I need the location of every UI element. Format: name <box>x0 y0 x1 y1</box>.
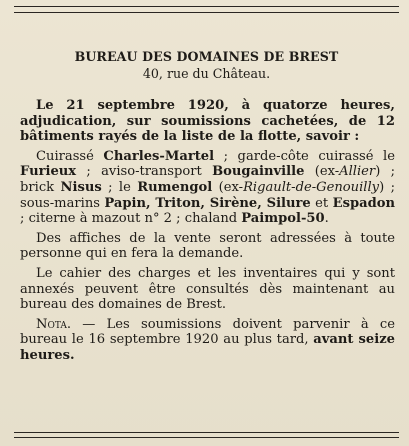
list-text: ; aviso-transport <box>76 164 213 180</box>
paragraph-ship-list <box>20 149 395 227</box>
nota-text: — Les soumissions doivent parvenir à ce bureau le 16 septembre 1920 au plus tard, <box>20 316 395 348</box>
notice-address: 40, rue du Château. <box>142 66 271 81</box>
ship-name: Rumengol <box>137 179 213 195</box>
list-text: ; garde-côte cuirassé le <box>214 148 395 164</box>
nota-label: Nota. <box>36 316 72 332</box>
list-text: et <box>310 195 333 211</box>
top-double-rule <box>14 6 399 13</box>
ship-name: Papin, Triton, Sirène, Silure <box>104 195 311 211</box>
former-name: Allier <box>339 164 376 180</box>
nota-deadline: avant seize heures. <box>20 332 395 363</box>
paragraph-posters: Des affiches de la vente seront adressées à toute personne qui en fera la demande. <box>20 230 395 262</box>
list-text: ; le <box>101 179 138 195</box>
list-text: ) ; brick <box>20 164 395 195</box>
paragraph-nota <box>20 317 395 364</box>
bottom-double-rule <box>14 432 399 438</box>
notice-heading: BUREAU DES DOMAINES DE BREST <box>74 49 339 64</box>
ship-name: Furieux <box>20 164 77 180</box>
list-text: ; citerne à mazout n° 2 ; chaland <box>20 211 242 227</box>
list-text: (ex- <box>212 179 244 195</box>
list-text: (ex- <box>304 164 340 180</box>
ship-name: Paimpol-50 <box>241 211 325 227</box>
paragraph-documents: Le cahier des charges et les inventaires qui y sont annexés peuvent être consultés dès maintenant au bureau des domaines de Brest. <box>20 265 395 313</box>
ship-name: Charles-Martel <box>103 148 215 164</box>
notice-body <box>20 98 395 368</box>
ship-name: Espadon <box>332 195 395 211</box>
list-text: Cuirassé <box>36 148 104 164</box>
paragraph-auction-announcement: Le 21 septembre 1920, à quatorze heures, adjudication, sur soumissions cachetées, de 12 bâtiments rayés de la liste de la flotte, savoir : <box>20 98 395 145</box>
ship-name: Bougainville <box>212 164 305 180</box>
former-name: Rigault-de-Genouilly <box>243 179 380 195</box>
list-text: ) ; sous-marins <box>20 179 395 211</box>
list-text: . <box>324 211 329 227</box>
ship-name: Nisus <box>60 179 102 195</box>
